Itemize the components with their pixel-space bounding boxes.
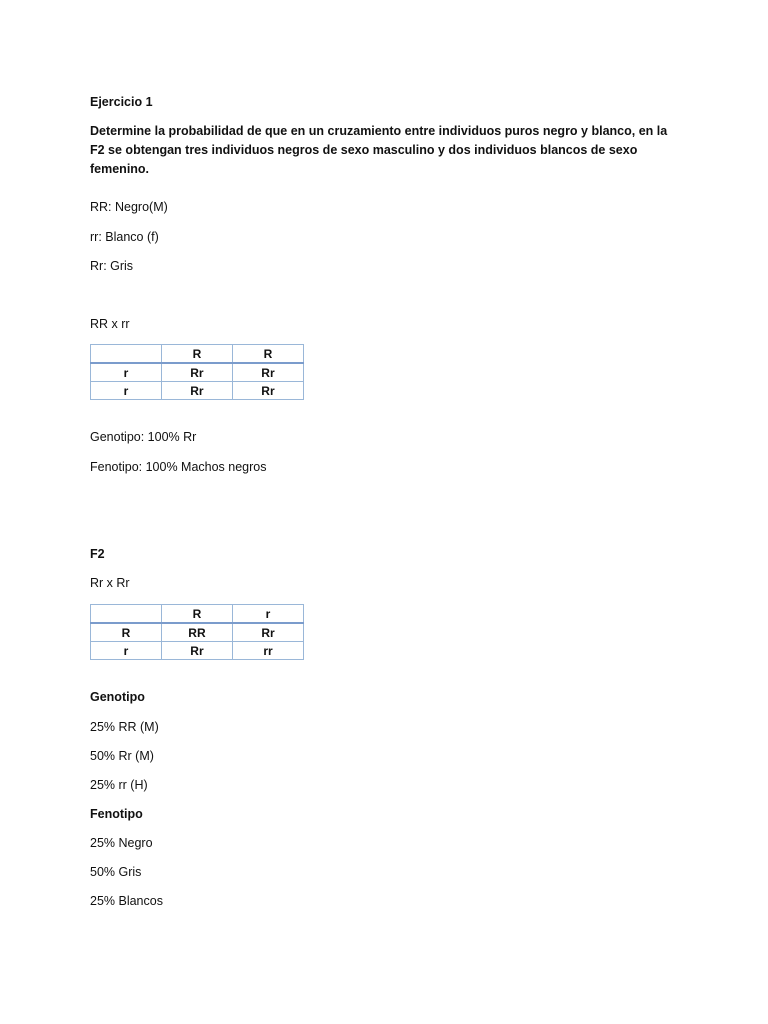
legend-item: RR: Negro(M)	[90, 200, 168, 214]
table-cell: Rr	[161, 363, 232, 382]
table-row	[91, 382, 304, 400]
table-cell: r	[91, 363, 162, 382]
table-cell: Rr	[161, 642, 232, 660]
cross1-phenotype: Fenotipo: 100% Machos negros	[90, 460, 267, 474]
genotype-heading: Genotipo	[90, 690, 145, 704]
phenotype-heading: Fenotipo	[90, 807, 143, 821]
table-cell: Rr	[232, 623, 303, 642]
cross1-genotype: Genotipo: 100% Rr	[90, 430, 197, 444]
table-header-row	[91, 345, 304, 364]
table-row	[91, 363, 304, 382]
punnett-table-cross1	[90, 344, 304, 400]
table-cell: r	[232, 605, 303, 624]
punnett-table-f2	[90, 604, 304, 660]
table-cell: R	[161, 605, 232, 624]
table-cell: Rr	[232, 363, 303, 382]
legend-item: Rr: Gris	[90, 259, 134, 273]
table-cell	[91, 345, 162, 364]
table-cell	[91, 605, 162, 624]
table-cell: R	[232, 345, 303, 364]
table-cell: Rr	[161, 382, 232, 400]
genotype-item: 50% Rr (M)	[90, 749, 154, 763]
table-header-row	[91, 605, 304, 624]
f2-title: F2	[90, 547, 105, 561]
phenotype-item: 25% Blancos	[90, 894, 163, 908]
table-cell: Rr	[232, 382, 303, 400]
phenotype-item: 50% Gris	[90, 865, 142, 879]
f2-label: Rr x Rr	[90, 576, 130, 590]
table-cell: r	[91, 382, 162, 400]
table-row	[91, 623, 304, 642]
table-cell: R	[161, 345, 232, 364]
exercise-title: Ejercicio 1	[90, 95, 153, 109]
phenotype-item: 25% Negro	[90, 836, 153, 850]
table-row	[91, 642, 304, 660]
table-cell: rr	[232, 642, 303, 660]
problem-statement: Determine la probabilidad de que en un cruzamiento entre individuos puros negro y blanco, en la F2 se obtengan tres individuos negros de sexo masculino y dos individuos blancos de sexo femenino.	[90, 124, 668, 176]
legend-item: rr: Blanco (f)	[90, 230, 159, 244]
table-cell: R	[91, 623, 162, 642]
table-cell: r	[91, 642, 162, 660]
genotype-item: 25% RR (M)	[90, 720, 159, 734]
cross1-label: RR x rr	[90, 317, 130, 331]
table-cell: RR	[161, 623, 232, 642]
genotype-item: 25% rr (H)	[90, 778, 148, 792]
